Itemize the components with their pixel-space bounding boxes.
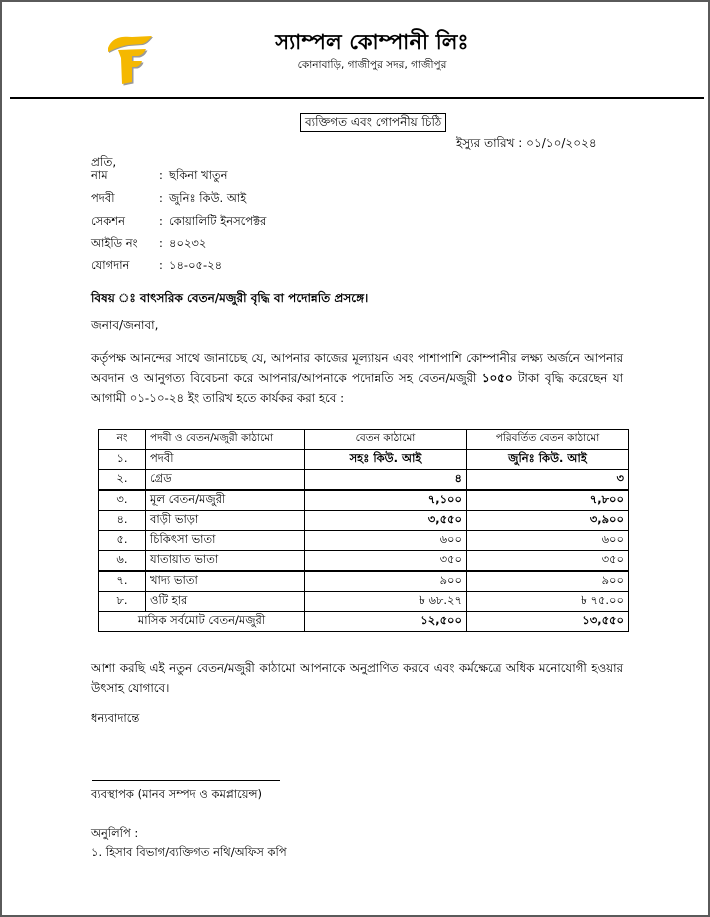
- recipient-designation: পদবী : জুনিঃ কিউ. আই: [91, 191, 247, 205]
- signatory-title: ব্যবস্থাপক (মানব সম্পদ ও কমপ্লায়েন্স): [91, 787, 263, 801]
- recipient-section: সেকশন : কোয়ালিটি ইনসপেক্টর: [91, 214, 267, 228]
- salary-table: [98, 429, 629, 632]
- salutation: জনাব/জনাবা,: [91, 318, 159, 332]
- table-row: ৪. বাড়ী ভাড়া ৩,৫৫০ ৩,৯০০: [99, 511, 629, 531]
- table-row: ৬. যাতায়াত ভাতা ৩৫০ ৩৫০: [99, 551, 629, 572]
- company-address: কোনাবাড়ি, গাজীপুর সদর, গাজীপুর: [297, 59, 447, 71]
- recipient-name: নাম : ছকিনা খাতুন: [91, 168, 228, 182]
- recipient-id: আইডি নং : ৪০২৩২: [91, 236, 207, 250]
- issue-date: ইস্যুর তারিখ : ০১/১০/২০২৪: [456, 136, 597, 150]
- header-divider: [10, 97, 704, 99]
- cc-label: অনুলিপি :: [91, 826, 139, 840]
- table-header-row: নং পদবী ও বেতন/মজুরী কাঠামো বেতন কাঠামো পরিবর্তিত বেতন কাঠামো: [99, 430, 629, 450]
- body-paragraph: কর্তৃপক্ষ আনন্দের সাথে জানাচেছ যে, আপনার কাজের মূল্যায়ন এবং পাশাপাশি কোম্পানীর লক্ষ্য অর্জনে আপনার অবদান ও আনুগত্য বিবেচনা করে আপনার/আপনাকে পদোন্নতি সহ বেতন/মজুরী ১০৫০ টাকা বৃদ্ধি করেছেন যা আগামী ০১-১০-২৪ ইং তারিখ হতে কার্যকর করা হবে :: [91, 351, 623, 405]
- company-name: স্যাম্পল কোম্পানী লিঃ: [275, 30, 469, 54]
- signature-line: [92, 780, 280, 781]
- issue-date-value: ০১/১০/২০২৪: [526, 136, 597, 150]
- table-row: ৫. চিকিৎসা ভাতা ৬০০ ৬০০: [99, 531, 629, 551]
- increment-amount: ১০৫০: [481, 371, 513, 385]
- table-total-row: মাসিক সর্বমোট বেতন/মজুরী ১২,৫০০ ১৩,৫৫০: [99, 612, 629, 632]
- table-row: ৭. খাদ্য ভাতা ৯০০ ৯০০: [99, 571, 629, 592]
- table-row: ১. পদবী সহঃ কিউ. আই জুনিঃ কিউ. আই: [99, 450, 629, 470]
- closing-paragraph: আশা করছি এই নতুন বেতন/মজুরী কাঠামো আপনাকে অনুপ্রাণিত করবে এবং কর্মক্ষেত্রে অধিক মনোযোগী হওয়ার উৎসাহ যোগাবে।: [91, 661, 623, 695]
- table-row: ৮. ওটি হার ৳ ৬৮.২৭ ৳ ৭৫.০০: [99, 592, 629, 612]
- sign-off: ধন্যবাদান্তে: [91, 711, 140, 725]
- to-label: প্রতি,: [91, 155, 117, 169]
- subject-line: বিষয় ঃ বাৎসরিক বেতন/মজুরী বৃদ্ধি বা পদোন্নতি প্রসঙ্গে।: [91, 291, 369, 305]
- f-logo-icon: [102, 30, 158, 86]
- table-row: ৩. মূল বেতন/মজুরী ৭,১০০ ৭,৮০০: [99, 490, 629, 511]
- recipient-joining: যোগদান : ১৪-০৫-২৪: [91, 258, 223, 272]
- cc-item: ১. হিসাব বিভাগ/ব্যক্তিগত নথি/অফিস কপি: [91, 845, 287, 859]
- table-row: ২. গ্রেড ৪ ৩: [99, 470, 629, 491]
- confidential-title: ব্যক্তিগত এবং গোপনীয় চিঠি: [300, 113, 446, 132]
- issue-date-label: ইস্যুর তারিখ: [456, 136, 515, 150]
